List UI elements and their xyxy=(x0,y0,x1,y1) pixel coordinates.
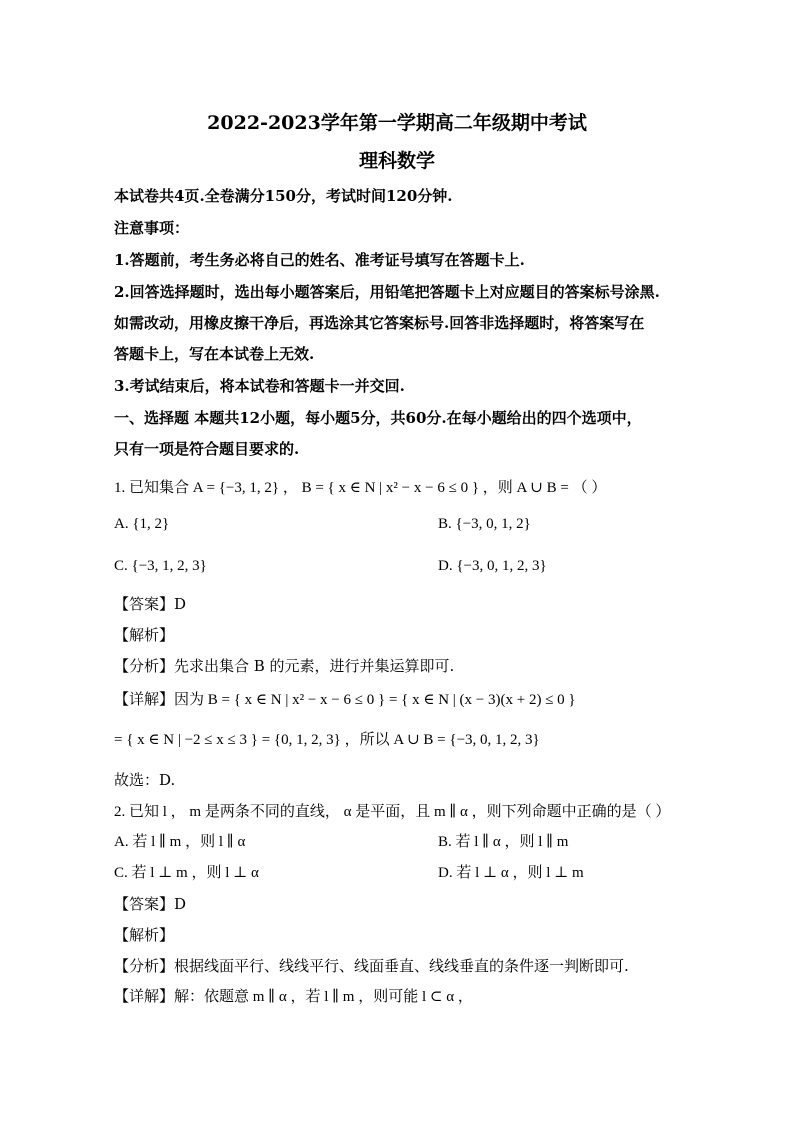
q1-option-b: B. {−3, 0, 1, 2} xyxy=(438,516,531,532)
q1-fenxi: 【分析】先求出集合 B 的元素，进行并集运算即可. xyxy=(114,657,455,675)
q2-stem: 2. 已知 l ， m 是两条不同的直线， α 是平面，且 m ∥ α ，则下列命题中正确的是（ ） xyxy=(114,804,671,820)
q1-answer: 【答案】D xyxy=(114,595,187,613)
notice-item-2c: 答题卡上，写在本试卷上无效. xyxy=(114,345,315,363)
q1-detail-1: 【详解】因为 B = { x ∈ N | x² − x − 6 ≤ 0 } = { x ∈ N | (x − 3)(x + 2) ≤ 0 } xyxy=(114,692,576,708)
q1-stem: 1. 已知集合 A = {−3, 1, 2} ， B = { x ∈ N | x² − x − 6 ≤ 0 } ，则 A ∪ B = （ ） xyxy=(114,480,607,496)
notice-item-2b: 如需改动，用橡皮擦干净后，再选涂其它答案标号.回答非选择题时，将答案写在 xyxy=(114,314,645,332)
q1-option-d: D. {−3, 0, 1, 2, 3} xyxy=(438,558,547,574)
q2-option-a: A. 若 l ∥ m ，则 l ∥ α xyxy=(114,834,246,850)
q1-conclusion: 故选：D. xyxy=(114,771,176,789)
exam-title: 2022-2023学年第一学期高二年级期中考试 xyxy=(207,112,587,134)
notice-item-1: 1.答题前，考生务必将自己的姓名、准考证号填写在答题卡上. xyxy=(114,251,525,269)
notice-item-2a: 2.回答选择题时，选出每小题答案后，用铅笔把答题卡上对应题目的答案标号涂黑. xyxy=(114,283,660,301)
q2-fenxi: 【分析】根据线面平行、线线平行、线面垂直、线线垂直的条件逐一判断即可. xyxy=(114,957,629,975)
section-heading: 一、选择题 本题共12小题，每小题5分，共60分.在每小题给出的四个选项中， xyxy=(114,409,642,427)
intro-line: 本试卷共4页.全卷满分150分，考试时间120分钟. xyxy=(114,187,453,205)
q2-option-d: D. 若 l ⊥ α ，则 l ⊥ m xyxy=(438,865,584,881)
q1-option-c: C. {−3, 1, 2, 3} xyxy=(114,558,207,574)
q1-option-a: A. {1, 2} xyxy=(114,516,170,532)
section-heading-cont: 只有一项是符合题目要求的. xyxy=(114,440,300,458)
q2-answer: 【答案】D xyxy=(114,895,187,913)
notice-heading: 注意事项： xyxy=(114,219,190,237)
q2-detail: 【详解】解：依题意 m ∥ α ，若 l ∥ m ，则可能 l ⊂ α ， xyxy=(114,989,473,1005)
q1-analysis-heading: 【解析】 xyxy=(114,626,175,644)
q2-option-b: B. 若 l ∥ α ，则 l ∥ m xyxy=(438,834,569,850)
q2-option-c: C. 若 l ⊥ m ，则 l ⊥ α xyxy=(114,865,259,881)
q1-detail-2: = { x ∈ N | −2 ≤ x ≤ 3 } = {0, 1, 2, 3} ，所以 A ∪ B = {−3, 0, 1, 2, 3} xyxy=(114,732,540,748)
q2-analysis-heading: 【解析】 xyxy=(114,926,175,944)
notice-item-3: 3.考试结束后，将本试卷和答题卡一并交回. xyxy=(114,377,405,395)
exam-subject: 理科数学 xyxy=(358,150,435,172)
